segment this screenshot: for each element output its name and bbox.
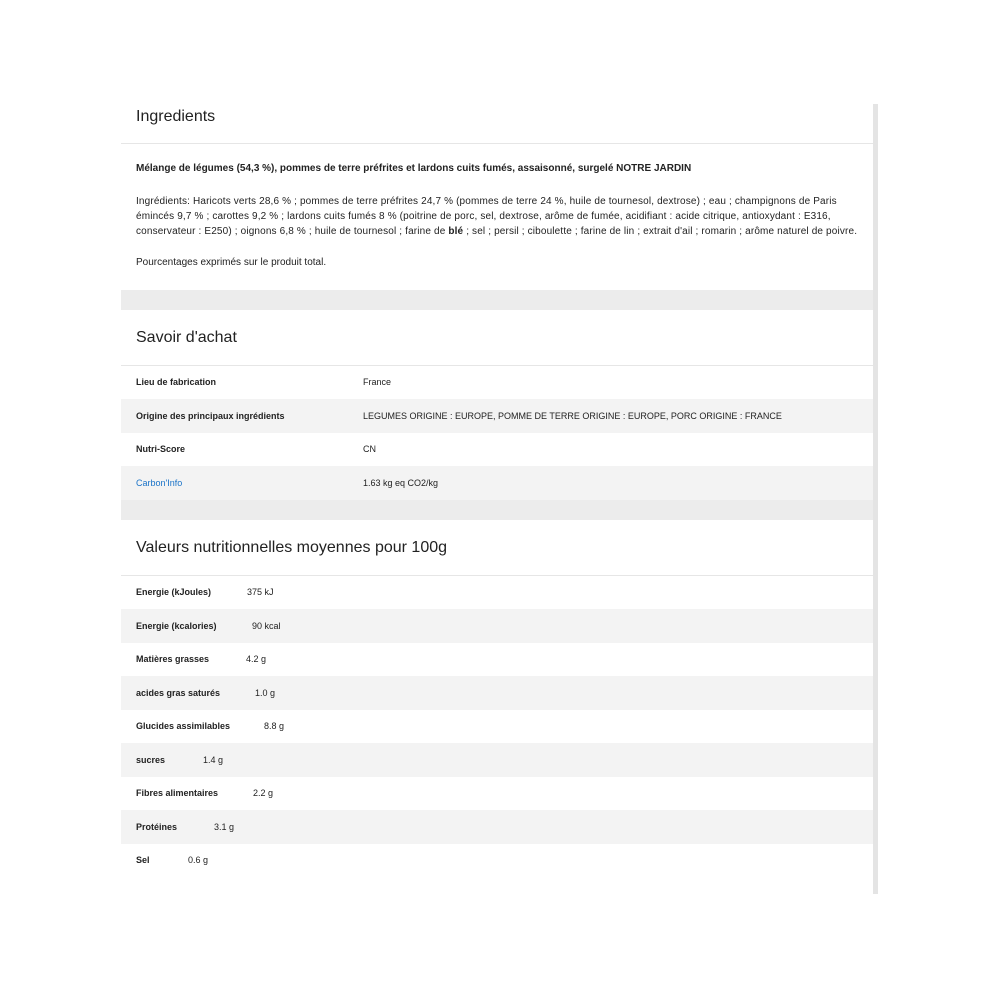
nutrient-value: 3.1 g <box>214 821 235 832</box>
table-row <box>121 844 873 878</box>
section-divider <box>121 290 873 310</box>
section-title-purchase: Savoir d'achat <box>121 310 873 366</box>
ingredients-summary: Mélange de légumes (54,3 %), pommes de terre préfrites et lardons cuits fumés, assaisonné, surgelé NOTRE JARDIN <box>136 163 692 174</box>
percent-note: Pourcentages exprimés sur le produit total. <box>136 256 327 268</box>
nutrient-label: acides gras saturés <box>136 687 221 698</box>
nutrient-label: Energie (kcalories) <box>136 620 217 631</box>
nutrient-value: 0.6 g <box>188 855 209 866</box>
purchase-table <box>121 366 873 500</box>
nutrient-label: Fibres alimentaires <box>136 788 219 799</box>
table-row <box>121 676 873 710</box>
row-label: Lieu de fabrication <box>136 377 217 388</box>
row-value: CN <box>363 444 376 455</box>
carbon-info-link[interactable]: Carbon'Info <box>136 477 183 488</box>
table-row <box>121 576 873 610</box>
nutrient-label: sucres <box>136 754 166 765</box>
nutrient-value: 4.2 g <box>246 654 267 665</box>
scroll-edge <box>873 104 878 894</box>
table-row <box>121 466 873 500</box>
row-value: 1.63 kg eq CO2/kg <box>363 477 439 488</box>
table-row <box>121 366 873 400</box>
ingredients-section <box>121 104 873 290</box>
nutrition-table <box>121 576 873 878</box>
row-value: France <box>363 377 392 388</box>
nutrition-section <box>121 520 873 878</box>
row-value: LEGUMES ORIGINE : EUROPE, POMME DE TERRE ORIGINE : EUROPE, PORC ORIGINE : FRANCE <box>363 410 782 421</box>
nutrient-value: 8.8 g <box>264 721 285 732</box>
table-row <box>121 743 873 777</box>
nutrient-label: Glucides assimilables <box>136 721 231 732</box>
nutrient-value: 90 kcal <box>252 620 281 631</box>
nutrient-value: 1.4 g <box>203 754 224 765</box>
table-row <box>121 643 873 677</box>
ingredients-list-part1: Ingrédients: Haricots verts 28,6 % ; pommes de terre préfrites 24,7 % (pommes de terre 24 %, huile de tournesol, dextrose) ; eau ; champignons de Paris émincés 9,7 % ; carottes 9,2 % ; lardons cuits fumés 8 % (poitrine de porc, sel, dextrose, arôme de fumée, acidifiant : acide citrique, antioxydant : E316, conservateur : E250) ; oignons 6,8 % ; huile de tournesol ; farine de <box>136 196 837 238</box>
row-label: Origine des principaux ingrédients <box>136 410 285 421</box>
table-row <box>121 609 873 643</box>
table-row <box>121 399 873 433</box>
nutrient-value: 2.2 g <box>253 788 274 799</box>
table-row <box>121 433 873 467</box>
nutrient-label: Protéines <box>136 821 178 832</box>
ingredients-list-part2: ; sel ; persil ; ciboulette ; farine de lin ; extrait d'ail ; romarin ; arôme naturel de poivre. <box>463 226 858 238</box>
section-title-nutrition: Valeurs nutritionnelles moyennes pour 100g <box>121 520 873 576</box>
ingredients-list <box>136 194 858 240</box>
purchase-section <box>121 310 873 500</box>
nutrient-label: Sel <box>136 855 150 866</box>
table-row <box>121 710 873 744</box>
table-row <box>121 777 873 811</box>
ingredients-body <box>121 144 873 290</box>
section-title-ingredients: Ingredients <box>121 104 873 144</box>
table-row <box>121 810 873 844</box>
nutrient-value: 375 kJ <box>247 587 274 598</box>
nutrient-value: 1.0 g <box>255 687 276 698</box>
section-divider <box>121 500 873 520</box>
product-details-panel <box>121 104 873 877</box>
row-label: Nutri-Score <box>136 444 186 455</box>
nutrient-label: Energie (kJoules) <box>136 587 212 598</box>
nutrient-label: Matières grasses <box>136 654 210 665</box>
allergen-ble: blé <box>448 226 464 238</box>
